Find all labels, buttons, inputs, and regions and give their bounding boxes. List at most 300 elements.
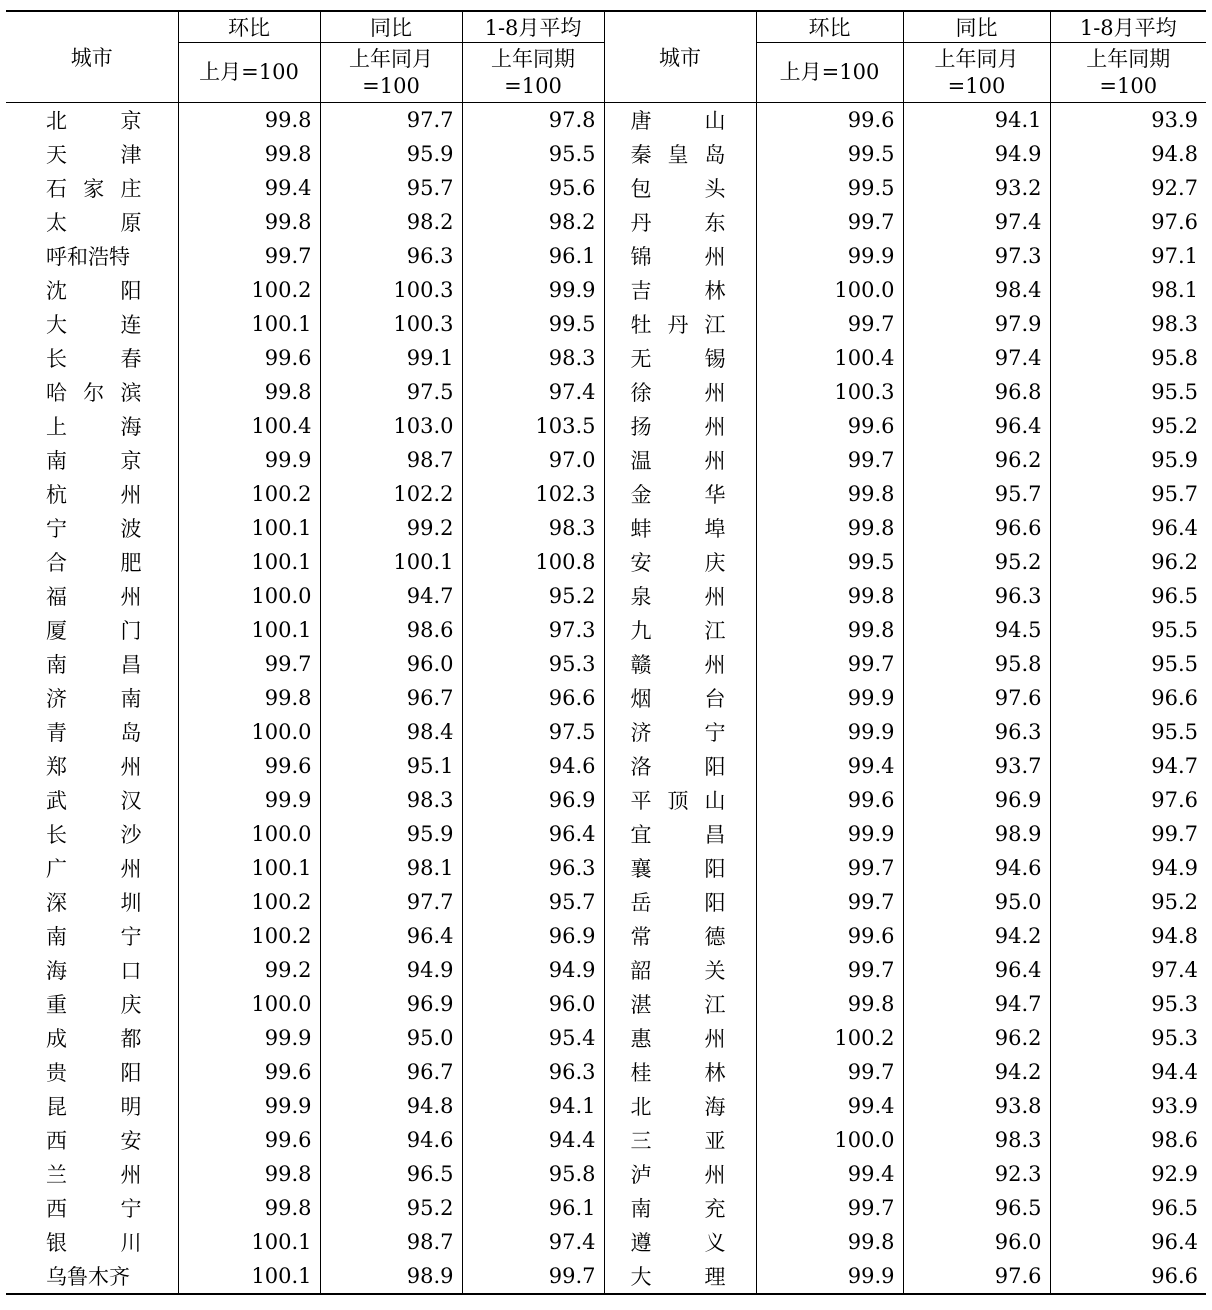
city-name: 徐州 bbox=[630, 381, 726, 405]
yoy-value-right: 97.3 bbox=[903, 239, 1050, 273]
yoy-value-right: 96.4 bbox=[903, 409, 1050, 443]
city-name: 南充 bbox=[630, 1197, 726, 1221]
avg-value-left: 95.4 bbox=[462, 1021, 604, 1055]
city-cell-right bbox=[604, 1225, 756, 1259]
avg-value-right: 94.4 bbox=[1050, 1055, 1206, 1089]
table-row bbox=[6, 511, 1206, 545]
mom-value-left: 100.1 bbox=[178, 307, 320, 341]
yoy-value-left: 95.9 bbox=[320, 137, 462, 171]
yoy-value-right: 98.9 bbox=[903, 817, 1050, 851]
city-name: 济南 bbox=[46, 687, 142, 711]
mom-value-left: 100.1 bbox=[178, 1225, 320, 1259]
mom-value-right: 100.0 bbox=[756, 1123, 903, 1157]
avg-value-left: 97.0 bbox=[462, 443, 604, 477]
city-name: 丹东 bbox=[630, 211, 726, 235]
avg-value-right: 95.3 bbox=[1050, 1021, 1206, 1055]
city-cell-left bbox=[6, 375, 178, 409]
city-name: 岳阳 bbox=[630, 891, 726, 915]
city-cell-left bbox=[6, 919, 178, 953]
yoy-value-right: 96.9 bbox=[903, 783, 1050, 817]
avg-value-left: 97.4 bbox=[462, 1225, 604, 1259]
mom-value-left: 99.8 bbox=[178, 375, 320, 409]
city-cell-right bbox=[604, 613, 756, 647]
city-name: 平顶山 bbox=[630, 789, 726, 813]
avg-value-right: 95.9 bbox=[1050, 443, 1206, 477]
mom-value-right: 99.7 bbox=[756, 885, 903, 919]
avg-value-right: 96.5 bbox=[1050, 579, 1206, 613]
header-base-yoy-right: 上年同月 =100 bbox=[903, 43, 1050, 103]
mom-value-right: 99.7 bbox=[756, 1055, 903, 1089]
mom-value-left: 99.9 bbox=[178, 1089, 320, 1123]
avg-value-right: 97.4 bbox=[1050, 953, 1206, 987]
avg-value-left: 99.5 bbox=[462, 307, 604, 341]
yoy-value-right: 94.9 bbox=[903, 137, 1050, 171]
table-row bbox=[6, 783, 1206, 817]
mom-value-left: 99.9 bbox=[178, 783, 320, 817]
yoy-value-left: 103.0 bbox=[320, 409, 462, 443]
yoy-value-right: 93.7 bbox=[903, 749, 1050, 783]
mom-value-right: 99.7 bbox=[756, 953, 903, 987]
city-cell-right bbox=[604, 1021, 756, 1055]
table-header bbox=[6, 11, 1206, 103]
header-avg-left: 1-8月平均 bbox=[462, 11, 604, 43]
header-yoy-left: 同比 bbox=[320, 11, 462, 43]
yoy-value-left: 98.4 bbox=[320, 715, 462, 749]
avg-value-left: 95.8 bbox=[462, 1157, 604, 1191]
yoy-value-left: 96.0 bbox=[320, 647, 462, 681]
avg-value-right: 93.9 bbox=[1050, 1089, 1206, 1123]
table-row bbox=[6, 1089, 1206, 1123]
avg-value-right: 98.1 bbox=[1050, 273, 1206, 307]
city-name: 济宁 bbox=[630, 721, 726, 745]
city-cell-right bbox=[604, 511, 756, 545]
table-row bbox=[6, 1157, 1206, 1191]
city-name: 西宁 bbox=[46, 1197, 142, 1221]
city-cell-right bbox=[604, 953, 756, 987]
mom-value-right: 99.7 bbox=[756, 443, 903, 477]
table-row bbox=[6, 477, 1206, 511]
mom-value-right: 99.6 bbox=[756, 409, 903, 443]
avg-value-left: 102.3 bbox=[462, 477, 604, 511]
mom-value-left: 100.1 bbox=[178, 545, 320, 579]
yoy-value-right: 96.3 bbox=[903, 715, 1050, 749]
yoy-value-right: 93.2 bbox=[903, 171, 1050, 205]
avg-value-left: 96.3 bbox=[462, 851, 604, 885]
avg-value-right: 94.8 bbox=[1050, 137, 1206, 171]
mom-value-left: 100.0 bbox=[178, 579, 320, 613]
mom-value-right: 99.4 bbox=[756, 1157, 903, 1191]
city-cell-right bbox=[604, 205, 756, 239]
city-name: 哈尔滨 bbox=[46, 381, 142, 405]
yoy-value-right: 95.2 bbox=[903, 545, 1050, 579]
mom-value-right: 99.8 bbox=[756, 511, 903, 545]
city-cell-right bbox=[604, 171, 756, 205]
avg-value-left: 96.9 bbox=[462, 919, 604, 953]
avg-value-left: 99.9 bbox=[462, 273, 604, 307]
table-row bbox=[6, 545, 1206, 579]
city-cell-left bbox=[6, 545, 178, 579]
yoy-value-left: 96.7 bbox=[320, 681, 462, 715]
city-name: 石家庄 bbox=[46, 177, 142, 201]
price-index-table-container bbox=[6, 10, 1212, 1295]
avg-value-left: 96.9 bbox=[462, 783, 604, 817]
mom-value-right: 99.8 bbox=[756, 477, 903, 511]
city-name: 广州 bbox=[46, 857, 142, 881]
table-row bbox=[6, 443, 1206, 477]
city-cell-right bbox=[604, 851, 756, 885]
mom-value-right: 99.7 bbox=[756, 307, 903, 341]
city-cell-right bbox=[604, 715, 756, 749]
city-name: 泉州 bbox=[630, 585, 726, 609]
avg-value-left: 99.7 bbox=[462, 1259, 604, 1294]
mom-value-left: 100.2 bbox=[178, 273, 320, 307]
yoy-value-left: 98.9 bbox=[320, 1259, 462, 1294]
yoy-value-left: 94.9 bbox=[320, 953, 462, 987]
city-name: 牡丹江 bbox=[630, 313, 726, 337]
yoy-value-left: 97.7 bbox=[320, 885, 462, 919]
city-cell-left bbox=[6, 137, 178, 171]
city-name: 西安 bbox=[46, 1129, 142, 1153]
city-cell-left bbox=[6, 273, 178, 307]
mom-value-right: 99.8 bbox=[756, 987, 903, 1021]
yoy-value-left: 98.2 bbox=[320, 205, 462, 239]
mom-value-left: 99.9 bbox=[178, 443, 320, 477]
table-row bbox=[6, 681, 1206, 715]
yoy-value-left: 96.9 bbox=[320, 987, 462, 1021]
city-cell-left bbox=[6, 715, 178, 749]
avg-value-right: 95.8 bbox=[1050, 341, 1206, 375]
avg-value-right: 95.7 bbox=[1050, 477, 1206, 511]
city-cell-left bbox=[6, 647, 178, 681]
city-name: 深圳 bbox=[46, 891, 142, 915]
mom-value-left: 100.2 bbox=[178, 477, 320, 511]
city-cell-right bbox=[604, 137, 756, 171]
city-cell-left bbox=[6, 1259, 178, 1294]
yoy-value-right: 98.3 bbox=[903, 1123, 1050, 1157]
yoy-value-left: 98.7 bbox=[320, 443, 462, 477]
avg-value-left: 96.1 bbox=[462, 1191, 604, 1225]
city-cell-left bbox=[6, 205, 178, 239]
city-cell-left bbox=[6, 1225, 178, 1259]
yoy-value-right: 96.2 bbox=[903, 443, 1050, 477]
city-name: 大连 bbox=[46, 313, 142, 337]
table-row bbox=[6, 1225, 1206, 1259]
city-cell-right bbox=[604, 647, 756, 681]
mom-value-left: 99.6 bbox=[178, 1055, 320, 1089]
city-cell-right bbox=[604, 239, 756, 273]
avg-value-left: 95.2 bbox=[462, 579, 604, 613]
avg-value-right: 96.6 bbox=[1050, 681, 1206, 715]
yoy-value-right: 95.8 bbox=[903, 647, 1050, 681]
city-cell-left bbox=[6, 579, 178, 613]
yoy-value-right: 97.6 bbox=[903, 1259, 1050, 1294]
avg-value-right: 96.2 bbox=[1050, 545, 1206, 579]
city-cell-right bbox=[604, 1123, 756, 1157]
avg-value-left: 94.4 bbox=[462, 1123, 604, 1157]
mom-value-left: 100.1 bbox=[178, 1259, 320, 1294]
avg-value-left: 103.5 bbox=[462, 409, 604, 443]
mom-value-left: 100.2 bbox=[178, 885, 320, 919]
city-cell-left bbox=[6, 239, 178, 273]
mom-value-left: 99.6 bbox=[178, 341, 320, 375]
city-cell-right bbox=[604, 749, 756, 783]
table-row bbox=[6, 919, 1206, 953]
avg-value-left: 100.8 bbox=[462, 545, 604, 579]
city-name: 烟台 bbox=[630, 687, 726, 711]
table-row bbox=[6, 613, 1206, 647]
mom-value-right: 99.4 bbox=[756, 1089, 903, 1123]
mom-value-left: 100.1 bbox=[178, 851, 320, 885]
city-name: 唐山 bbox=[630, 109, 726, 133]
mom-value-left: 99.6 bbox=[178, 749, 320, 783]
city-cell-left bbox=[6, 613, 178, 647]
city-name: 南昌 bbox=[46, 653, 142, 677]
table-row bbox=[6, 885, 1206, 919]
mom-value-left: 99.7 bbox=[178, 239, 320, 273]
city-name: 武汉 bbox=[46, 789, 142, 813]
mom-value-left: 100.2 bbox=[178, 919, 320, 953]
city-name: 长沙 bbox=[46, 823, 142, 847]
city-name: 宜昌 bbox=[630, 823, 726, 847]
mom-value-right: 99.6 bbox=[756, 783, 903, 817]
avg-value-left: 97.4 bbox=[462, 375, 604, 409]
yoy-value-left: 94.8 bbox=[320, 1089, 462, 1123]
avg-value-right: 95.5 bbox=[1050, 375, 1206, 409]
city-name: 扬州 bbox=[630, 415, 726, 439]
avg-value-right: 92.9 bbox=[1050, 1157, 1206, 1191]
mom-value-right: 99.5 bbox=[756, 545, 903, 579]
avg-value-right: 96.4 bbox=[1050, 1225, 1206, 1259]
avg-value-left: 94.1 bbox=[462, 1089, 604, 1123]
avg-value-right: 97.1 bbox=[1050, 239, 1206, 273]
mom-value-left: 100.0 bbox=[178, 715, 320, 749]
yoy-value-left: 96.4 bbox=[320, 919, 462, 953]
yoy-value-left: 97.5 bbox=[320, 375, 462, 409]
table-row bbox=[6, 273, 1206, 307]
city-name: 长春 bbox=[46, 347, 142, 371]
city-name: 重庆 bbox=[46, 993, 142, 1017]
avg-value-left: 94.9 bbox=[462, 953, 604, 987]
city-cell-right bbox=[604, 409, 756, 443]
yoy-value-right: 96.2 bbox=[903, 1021, 1050, 1055]
city-cell-left bbox=[6, 443, 178, 477]
header-base-avg-left: 上年同期 =100 bbox=[462, 43, 604, 103]
mom-value-left: 99.8 bbox=[178, 1191, 320, 1225]
city-cell-right bbox=[604, 919, 756, 953]
yoy-value-right: 97.4 bbox=[903, 205, 1050, 239]
table-row bbox=[6, 1021, 1206, 1055]
mom-value-right: 99.7 bbox=[756, 205, 903, 239]
mom-value-left: 99.4 bbox=[178, 171, 320, 205]
city-name: 乌鲁木齐 bbox=[46, 1265, 130, 1289]
mom-value-left: 99.8 bbox=[178, 205, 320, 239]
city-name: 襄阳 bbox=[630, 857, 726, 881]
city-cell-left bbox=[6, 681, 178, 715]
city-cell-left bbox=[6, 1123, 178, 1157]
table-row bbox=[6, 715, 1206, 749]
avg-value-right: 95.2 bbox=[1050, 885, 1206, 919]
mom-value-right: 99.6 bbox=[756, 919, 903, 953]
avg-value-right: 95.2 bbox=[1050, 409, 1206, 443]
header-mom-left: 环比 bbox=[178, 11, 320, 43]
yoy-value-right: 93.8 bbox=[903, 1089, 1050, 1123]
city-name: 包头 bbox=[630, 177, 726, 201]
city-name: 大理 bbox=[630, 1265, 726, 1289]
city-name: 青岛 bbox=[46, 721, 142, 745]
city-cell-left bbox=[6, 817, 178, 851]
table-row bbox=[6, 953, 1206, 987]
yoy-value-right: 97.6 bbox=[903, 681, 1050, 715]
table-row bbox=[6, 375, 1206, 409]
city-name: 贵阳 bbox=[46, 1061, 142, 1085]
city-cell-left bbox=[6, 1055, 178, 1089]
city-name: 吉林 bbox=[630, 279, 726, 303]
city-cell-left bbox=[6, 953, 178, 987]
yoy-value-left: 100.1 bbox=[320, 545, 462, 579]
table-row bbox=[6, 341, 1206, 375]
city-cell-left bbox=[6, 749, 178, 783]
table-row bbox=[6, 239, 1206, 273]
city-cell-right bbox=[604, 1259, 756, 1294]
city-name: 上海 bbox=[46, 415, 142, 439]
city-cell-left bbox=[6, 885, 178, 919]
city-cell-right bbox=[604, 307, 756, 341]
yoy-value-left: 95.7 bbox=[320, 171, 462, 205]
city-cell-right bbox=[604, 817, 756, 851]
yoy-value-left: 100.3 bbox=[320, 273, 462, 307]
city-cell-right bbox=[604, 1089, 756, 1123]
yoy-value-left: 96.7 bbox=[320, 1055, 462, 1089]
mom-value-right: 99.8 bbox=[756, 613, 903, 647]
yoy-value-right: 94.2 bbox=[903, 919, 1050, 953]
city-name: 银川 bbox=[46, 1231, 142, 1255]
city-cell-left bbox=[6, 1021, 178, 1055]
yoy-value-right: 95.7 bbox=[903, 477, 1050, 511]
city-cell-left bbox=[6, 1157, 178, 1191]
header-base-mom-right: 上月=100 bbox=[756, 43, 903, 103]
yoy-value-right: 95.0 bbox=[903, 885, 1050, 919]
mom-value-right: 99.7 bbox=[756, 1191, 903, 1225]
city-cell-right bbox=[604, 579, 756, 613]
table-row bbox=[6, 817, 1206, 851]
avg-value-left: 97.5 bbox=[462, 715, 604, 749]
yoy-value-right: 96.4 bbox=[903, 953, 1050, 987]
city-name: 金华 bbox=[630, 483, 726, 507]
table-row bbox=[6, 409, 1206, 443]
table-row bbox=[6, 749, 1206, 783]
city-name: 郑州 bbox=[46, 755, 142, 779]
table-row bbox=[6, 1123, 1206, 1157]
city-cell-left bbox=[6, 783, 178, 817]
mom-value-left: 100.0 bbox=[178, 987, 320, 1021]
mom-value-right: 99.7 bbox=[756, 647, 903, 681]
mom-value-left: 100.4 bbox=[178, 409, 320, 443]
yoy-value-right: 96.5 bbox=[903, 1191, 1050, 1225]
city-cell-left bbox=[6, 103, 178, 138]
avg-value-right: 94.8 bbox=[1050, 919, 1206, 953]
city-name: 呼和浩特 bbox=[46, 245, 130, 269]
yoy-value-left: 94.7 bbox=[320, 579, 462, 613]
mom-value-right: 99.8 bbox=[756, 1225, 903, 1259]
mom-value-right: 99.6 bbox=[756, 103, 903, 138]
city-cell-right bbox=[604, 1055, 756, 1089]
city-name: 北京 bbox=[46, 109, 142, 133]
avg-value-left: 96.0 bbox=[462, 987, 604, 1021]
yoy-value-left: 99.2 bbox=[320, 511, 462, 545]
city-name: 福州 bbox=[46, 585, 142, 609]
city-cell-right bbox=[604, 1157, 756, 1191]
avg-value-left: 94.6 bbox=[462, 749, 604, 783]
avg-value-left: 96.4 bbox=[462, 817, 604, 851]
city-cell-left bbox=[6, 409, 178, 443]
avg-value-right: 93.9 bbox=[1050, 103, 1206, 138]
yoy-value-left: 98.1 bbox=[320, 851, 462, 885]
city-cell-left bbox=[6, 307, 178, 341]
city-name: 遵义 bbox=[630, 1231, 726, 1255]
mom-value-left: 99.9 bbox=[178, 1021, 320, 1055]
header-city-right: 城市 bbox=[604, 11, 756, 103]
avg-value-left: 96.6 bbox=[462, 681, 604, 715]
mom-value-right: 99.7 bbox=[756, 851, 903, 885]
yoy-value-right: 97.4 bbox=[903, 341, 1050, 375]
yoy-value-left: 100.3 bbox=[320, 307, 462, 341]
mom-value-right: 99.5 bbox=[756, 171, 903, 205]
avg-value-left: 98.3 bbox=[462, 341, 604, 375]
city-cell-right bbox=[604, 375, 756, 409]
mom-value-right: 100.4 bbox=[756, 341, 903, 375]
mom-value-left: 99.6 bbox=[178, 1123, 320, 1157]
avg-value-right: 94.9 bbox=[1050, 851, 1206, 885]
city-cell-right bbox=[604, 783, 756, 817]
city-name: 洛阳 bbox=[630, 755, 726, 779]
yoy-value-right: 92.3 bbox=[903, 1157, 1050, 1191]
city-name: 无锡 bbox=[630, 347, 726, 371]
avg-value-left: 95.5 bbox=[462, 137, 604, 171]
city-name: 北海 bbox=[630, 1095, 726, 1119]
city-cell-right bbox=[604, 443, 756, 477]
price-index-table bbox=[6, 10, 1206, 1295]
mom-value-right: 99.8 bbox=[756, 579, 903, 613]
city-cell-left bbox=[6, 1191, 178, 1225]
city-cell-right bbox=[604, 103, 756, 138]
avg-value-right: 99.7 bbox=[1050, 817, 1206, 851]
city-cell-right bbox=[604, 341, 756, 375]
city-cell-right bbox=[604, 273, 756, 307]
yoy-value-right: 96.0 bbox=[903, 1225, 1050, 1259]
yoy-value-right: 98.4 bbox=[903, 273, 1050, 307]
mom-value-right: 100.3 bbox=[756, 375, 903, 409]
yoy-value-right: 97.9 bbox=[903, 307, 1050, 341]
yoy-value-left: 97.7 bbox=[320, 103, 462, 138]
avg-value-left: 96.3 bbox=[462, 1055, 604, 1089]
yoy-value-left: 95.0 bbox=[320, 1021, 462, 1055]
avg-value-right: 95.3 bbox=[1050, 987, 1206, 1021]
header-yoy-right: 同比 bbox=[903, 11, 1050, 43]
yoy-value-left: 98.6 bbox=[320, 613, 462, 647]
city-cell-left bbox=[6, 1089, 178, 1123]
avg-value-right: 96.6 bbox=[1050, 1259, 1206, 1294]
city-name: 三亚 bbox=[630, 1129, 726, 1153]
yoy-value-left: 98.7 bbox=[320, 1225, 462, 1259]
city-cell-right bbox=[604, 987, 756, 1021]
city-name: 天津 bbox=[46, 143, 142, 167]
mom-value-right: 99.9 bbox=[756, 817, 903, 851]
yoy-value-left: 102.2 bbox=[320, 477, 462, 511]
mom-value-left: 100.1 bbox=[178, 511, 320, 545]
table-row bbox=[6, 987, 1206, 1021]
header-mom-right: 环比 bbox=[756, 11, 903, 43]
avg-value-right: 97.6 bbox=[1050, 783, 1206, 817]
